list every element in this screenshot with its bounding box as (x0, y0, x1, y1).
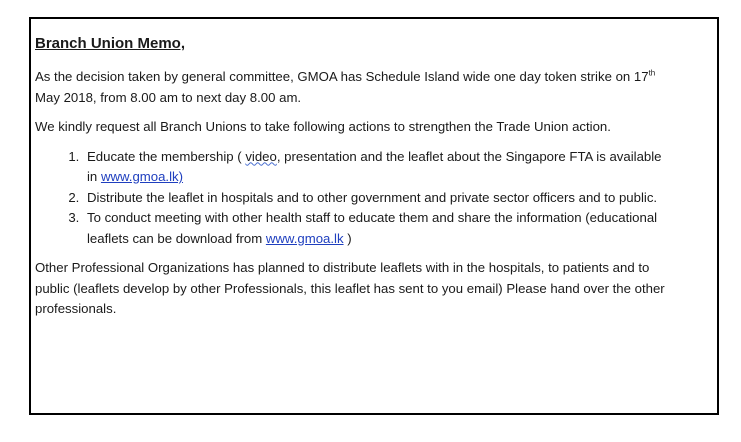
action-list (35, 147, 675, 250)
action-item-3 (83, 208, 675, 249)
intro-text-after-date: May 2018, from 8.00 am to next day 8.00 am. (35, 89, 302, 105)
date-ordinal-suffix: th (648, 68, 656, 78)
memo-title: Branch Union Memo, (35, 35, 186, 52)
closing-paragraph: Other Professional Organizations has planned to distribute leaflets with in the hospitals, to patients and to public (leaflets develop by other Professionals, this leaflet has sent to you email) Please hand over the other professionals. (35, 260, 665, 316)
action-item-2: 2. Distribute the leaflet in hospitals and to other government and private sector officers and to public. (83, 188, 675, 209)
action-1-text-start: Educate the membership ( (87, 148, 246, 164)
intro-text-before-date: As the decision taken by general committee, GMOA has Schedule Island wide one day token strike on 17 (35, 69, 649, 84)
intro-paragraph (35, 67, 675, 108)
action-3-text-start: To conduct meeting with other health staff to educate them and share the information (educational leaflets can be download from (87, 210, 658, 246)
spellcheck-flagged-word: video (245, 148, 277, 164)
gmoa-download-link[interactable]: www.gmoa.lk (265, 230, 344, 246)
action-1-text-middle: , presentation and the leaflet about the Singapore FTA is available in (87, 148, 662, 184)
request-paragraph: We kindly request all Branch Unions to take following actions to strengthen the Trade Union action. (35, 119, 611, 134)
action-3-text-end: ) (343, 230, 352, 246)
gmoa-website-link[interactable]: www.gmoa.lk) (100, 169, 184, 184)
memo-content (35, 34, 675, 329)
action-item-1 (83, 147, 675, 188)
